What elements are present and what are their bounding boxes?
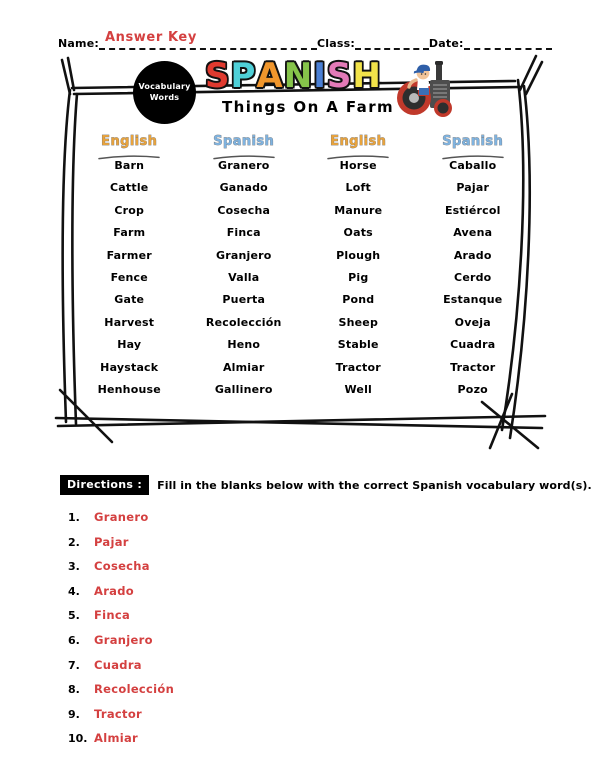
- vocab-column-header-3: Spanish: [416, 134, 531, 155]
- page-title: [205, 56, 382, 96]
- answer-value[interactable]: Pajar: [94, 534, 129, 549]
- answer-row: [68, 559, 368, 584]
- vocab-column-3: [416, 134, 531, 401]
- answer-number: 9.: [68, 707, 80, 721]
- vocab-cell: Oveja: [454, 315, 491, 329]
- vocab-cell: Oats: [343, 226, 373, 240]
- answer-number: 2.: [68, 535, 80, 549]
- vocab-cell: Avena: [453, 226, 493, 240]
- answer-number: 4.: [68, 584, 80, 598]
- farmer-tractor-icon: [396, 58, 456, 120]
- vocab-cell: Arado: [453, 248, 492, 262]
- vocab-cell: Granjero: [215, 248, 272, 262]
- page-subtitle: Things On A Farm: [222, 98, 395, 116]
- badge-line-1: Vocabulary: [138, 81, 191, 91]
- header-underline-1: [212, 149, 276, 155]
- header-underline-3: [441, 149, 505, 155]
- answer-value[interactable]: Almiar: [94, 731, 138, 746]
- answer-row: [68, 510, 368, 535]
- answer-row: [68, 731, 368, 756]
- vocab-cell: Pond: [342, 293, 375, 307]
- vocab-cell: Gallinero: [214, 382, 273, 396]
- directions-row: [60, 475, 592, 495]
- vocab-cell: Henhouse: [97, 382, 161, 396]
- vocab-cell: Heno: [227, 338, 261, 352]
- vocab-column-header-2: English: [301, 134, 416, 155]
- answer-number: 3.: [68, 560, 80, 574]
- answer-number: 5.: [68, 609, 80, 623]
- answer-number: 6.: [68, 633, 80, 647]
- vocab-cell: Ganado: [219, 181, 268, 195]
- answer-row: [68, 707, 368, 732]
- title-letter-6: H: [352, 56, 382, 96]
- class-label: Class:: [316, 37, 355, 50]
- vocab-cell: Valla: [228, 270, 260, 284]
- answer-number: 8.: [68, 683, 80, 697]
- vocab-column-1: [187, 134, 302, 401]
- answer-row: [68, 584, 368, 609]
- vocab-cell: Loft: [345, 181, 371, 195]
- vocab-column-header-1: Spanish: [187, 134, 302, 155]
- vocab-cell: Manure: [334, 203, 383, 217]
- vocab-cell: Caballo: [449, 159, 497, 172]
- answer-row: [68, 658, 368, 683]
- title-letter-1: P: [230, 56, 257, 96]
- title-letter-3: N: [283, 56, 314, 96]
- vocab-cell: Farmer: [106, 248, 152, 262]
- answer-value[interactable]: Granjero: [94, 632, 153, 647]
- answer-row: [68, 535, 368, 560]
- vocab-cell: Puerta: [222, 293, 266, 307]
- vocab-cell: Cuadra: [450, 338, 496, 352]
- answer-number: 10.: [68, 732, 88, 746]
- vocabulary-words-badge: [133, 61, 196, 124]
- vocab-cell: Cosecha: [217, 203, 271, 217]
- vocab-cell: Almiar: [222, 360, 265, 374]
- answer-row: [68, 682, 368, 707]
- answer-value[interactable]: Tractor: [94, 706, 142, 721]
- vocab-cell: Horse: [339, 159, 377, 172]
- title-letter-2: A: [256, 56, 284, 96]
- vocab-cell: Pajar: [456, 181, 490, 195]
- directions-text: Fill in the blanks below with the correct Spanish vocabulary word(s).: [157, 478, 592, 492]
- vocab-cell: Granero: [217, 159, 270, 172]
- vocab-cell: Pozo: [457, 382, 488, 396]
- vocab-cell: Gate: [114, 293, 145, 307]
- name-field-value: Answer Key: [104, 30, 197, 45]
- date-input-line[interactable]: [464, 37, 552, 50]
- vocab-cell: Harvest: [104, 315, 155, 329]
- vocabulary-table: [72, 134, 530, 401]
- vocab-cell: Fence: [110, 270, 148, 284]
- vocab-cell: Stable: [337, 338, 379, 352]
- vocab-cell: Tractor: [450, 360, 496, 374]
- answer-list: [68, 510, 368, 756]
- vocab-cell: Haystack: [100, 360, 159, 374]
- vocab-cell: Sheep: [338, 315, 379, 329]
- answer-value[interactable]: Finca: [94, 608, 131, 623]
- vocab-cell: Estanque: [443, 293, 503, 307]
- answer-value[interactable]: Granero: [94, 510, 149, 524]
- vocab-column-2: [301, 134, 416, 401]
- vocab-cell: Estiércol: [444, 203, 501, 217]
- answer-number: 1.: [68, 511, 80, 524]
- title-letter-5: S: [326, 56, 353, 96]
- answer-value[interactable]: Cosecha: [94, 559, 150, 574]
- header-underline-2: [326, 149, 390, 155]
- class-input-line[interactable]: [355, 37, 429, 50]
- date-label: Date:: [428, 37, 464, 50]
- vocab-cell: Crop: [114, 203, 145, 217]
- directions-tag: Directions :: [60, 475, 149, 495]
- vocab-cell: Finca: [226, 226, 261, 240]
- name-input-line[interactable]: [99, 30, 317, 50]
- answer-value[interactable]: Cuadra: [94, 657, 142, 672]
- vocab-cell: Tractor: [335, 360, 381, 374]
- vocab-cell: Cattle: [110, 181, 149, 195]
- header-underline-0: [97, 149, 161, 155]
- answer-value[interactable]: Recolección: [94, 682, 175, 697]
- name-label: Name:: [58, 37, 99, 50]
- vocab-cell: Hay: [117, 338, 142, 352]
- vocab-column-0: [72, 134, 187, 401]
- vocab-cell: Plough: [336, 248, 381, 262]
- answer-row: [68, 608, 368, 633]
- vocab-cell: Well: [344, 382, 373, 396]
- vocab-column-header-0: English: [72, 134, 187, 155]
- vocab-cell: Barn: [114, 159, 145, 172]
- student-info-row: [58, 28, 548, 50]
- title-letter-4: I: [313, 56, 327, 96]
- vocab-cell: Pig: [348, 270, 369, 284]
- title-letter-0: S: [205, 56, 231, 96]
- answer-row: [68, 633, 368, 658]
- vocab-cell: Recolección: [205, 315, 282, 329]
- answer-value[interactable]: Arado: [94, 583, 134, 598]
- vocab-cell: Farm: [113, 226, 146, 240]
- answer-number: 7.: [68, 658, 80, 672]
- vocab-cell: Cerdo: [454, 270, 492, 284]
- badge-line-2: Words: [149, 92, 180, 102]
